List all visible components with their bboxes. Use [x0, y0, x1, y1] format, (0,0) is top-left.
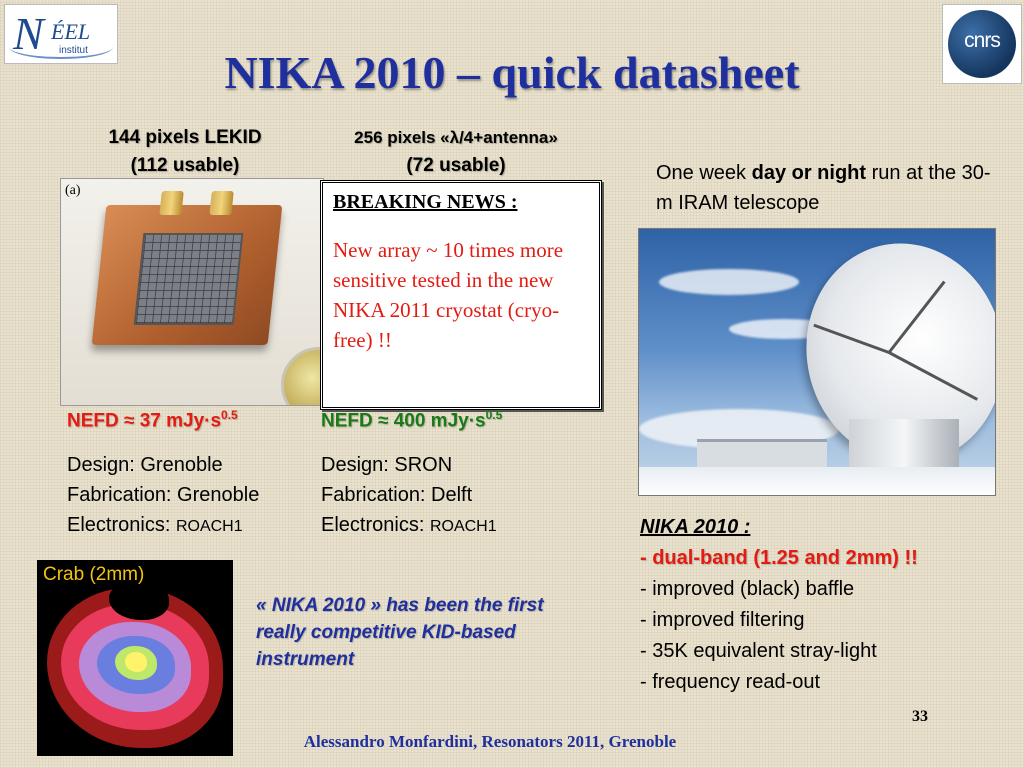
lekid-nefd [67, 408, 238, 432]
antenna-nefd [321, 408, 502, 432]
list-item: - improved filtering [640, 609, 805, 631]
cloud [659, 269, 799, 295]
list-item: - frequency read-out [640, 671, 821, 693]
nika2010-heading: NIKA 2010 : [640, 516, 751, 538]
antenna-fabrication: Fabrication: Delft [321, 484, 473, 506]
lekid-fabrication: Fabrication: Grenoble [67, 484, 260, 506]
nika-quote: « NIKA 2010 » has been the first really competitive KID-based instrument [256, 595, 544, 670]
logo-word: ÉEL [51, 19, 91, 44]
lekid-electronics-value: ROACH1 [175, 518, 243, 535]
news-body: New array ~ 10 times more sensitive tested in the new NIKA 2011 cryostat (cryo-free) !! [333, 238, 564, 352]
lekid-array-photo [60, 178, 324, 406]
news-heading: BREAKING NEWS : [333, 191, 518, 213]
crab-nebula-map [37, 560, 233, 756]
page-number: 33 [912, 708, 928, 725]
breaking-news-box [320, 180, 602, 410]
crab-label: Crab (2mm) [43, 564, 145, 585]
antenna-header [312, 124, 600, 180]
copper-holder [92, 205, 283, 345]
logo-letter: N [13, 8, 44, 59]
antenna-design: Design: SRON [321, 454, 453, 476]
lekid-header [72, 124, 298, 180]
run-prefix: One week [656, 162, 752, 184]
connector [159, 191, 184, 215]
detector-chip [134, 233, 244, 325]
antenna-electronics-value: ROACH1 [429, 518, 497, 535]
antenna-header-line2: (72 usable) [406, 155, 506, 176]
logo-text: cnrs [964, 29, 1000, 52]
run-bold: day or night [751, 162, 867, 184]
antenna-nefd-exponent: 0.5 [485, 408, 503, 422]
list-item: - improved (black) baffle [640, 578, 855, 600]
antenna-electronics-label: Electronics: [321, 514, 430, 536]
map-hole [109, 580, 169, 620]
coin [281, 347, 324, 406]
run-suffix: run at the 30-m IRAM telescope [656, 162, 991, 214]
nika2010-features [640, 512, 1010, 698]
lekid-nefd-value: NEFD ≈ 37 mJy·s [67, 410, 222, 432]
antenna-header-line1: 256 pixels «λ/4+antenna» [354, 128, 558, 147]
list-item: - dual-band (1.25 and 2mm) !! [640, 547, 918, 569]
connector [209, 191, 234, 215]
footer-credit: Alessandro Monfardini, Resonators 2011, Grenoble [303, 732, 677, 751]
lekid-header-line1: 144 pixels LEKID [108, 127, 262, 148]
telescope-run-text [656, 158, 996, 218]
lekid-specs [67, 450, 319, 542]
logo-subtext: institut [59, 45, 88, 56]
list-item: - 35K equivalent stray-light [640, 640, 877, 662]
lekid-design: Design: Grenoble [67, 454, 223, 476]
map-peak [125, 652, 147, 672]
lekid-header-line2: (112 usable) [130, 155, 240, 176]
snow-ground [639, 467, 995, 496]
iram-telescope-photo [638, 228, 996, 496]
lekid-electronics [67, 510, 319, 542]
photo-label: (a) [65, 183, 81, 198]
antenna-specs [321, 450, 581, 542]
lekid-nefd-exponent: 0.5 [221, 408, 238, 422]
antenna-electronics [321, 510, 581, 542]
slide-title: NIKA 2010 – quick datasheet [224, 47, 800, 98]
antenna-nefd-value: NEFD ≈ 400 mJy·s [321, 410, 486, 432]
lekid-electronics-label: Electronics: [67, 514, 176, 536]
